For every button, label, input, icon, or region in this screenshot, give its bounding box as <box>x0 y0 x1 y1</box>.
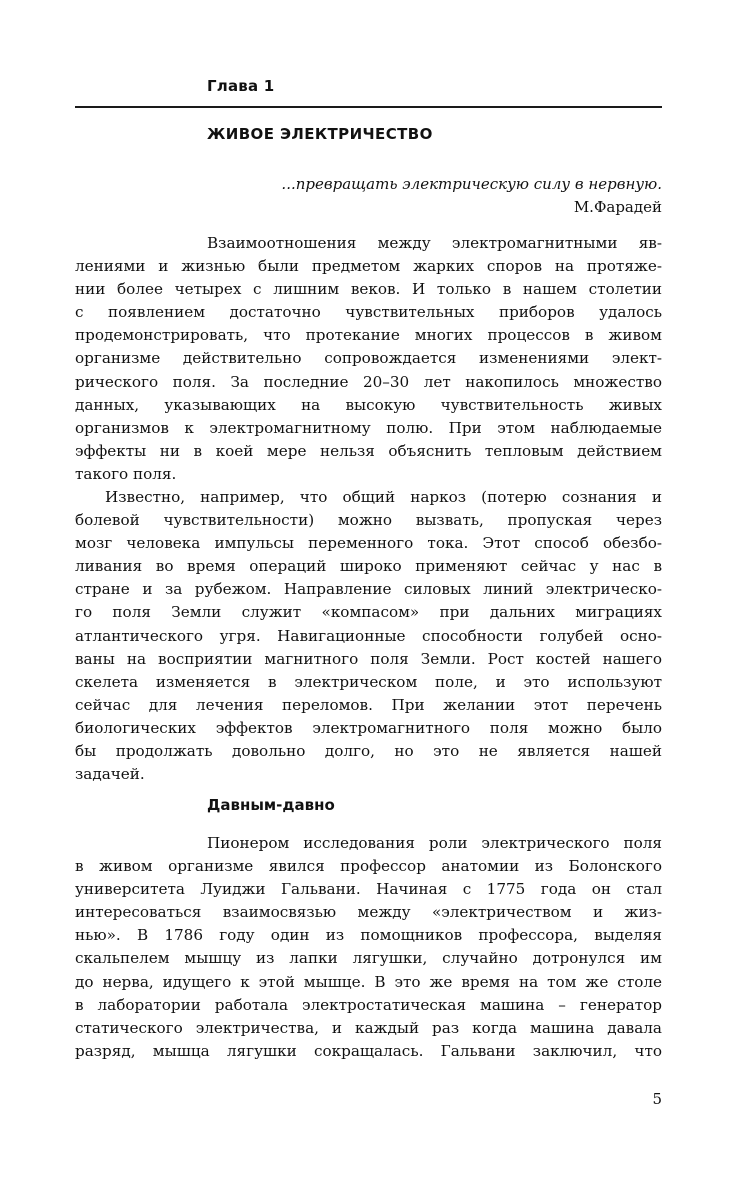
paragraph-line: стране и за рубежом. Направление силовых линий электрическо- <box>75 580 662 599</box>
paragraph-line: с появлением достаточно чувствительных приборов удалось <box>75 303 662 322</box>
epigraph-author: М.Фарадей <box>573 198 662 216</box>
paragraph-line: организме действительно сопровождается изменениями элект- <box>75 349 662 368</box>
paragraph-line: скальпелем мышцу из лапки лягушки, случайно дотронулся им <box>75 949 662 968</box>
paragraph-line: Известно, например, что общий наркоз (потерю сознания и <box>105 488 662 506</box>
page-number: 5 <box>652 1090 662 1108</box>
section-paragraph <box>75 832 662 1063</box>
paragraph-line: такого поля. <box>75 464 177 483</box>
paragraph-line: го поля Земли служит «компасом» при дальних миграциях <box>75 603 662 622</box>
paragraph-line: задачей. <box>75 765 145 784</box>
paragraph-line: разряд, мышца лягушки сокращалась. Гальвани заключил, что <box>75 1041 662 1060</box>
epigraph-quote: ...превращать электрическую силу в нервную. <box>281 175 662 193</box>
chapter-title: ЖИВОЕ ЭЛЕКТРИЧЕСТВО <box>207 125 433 143</box>
paragraph-line: Взаимоотношения между электромагнитными яв- <box>207 234 662 252</box>
paragraph-line: до нерва, идущего к этой мышце. В это же время на том же столе <box>75 972 662 991</box>
chapter-label: Глава 1 <box>207 77 275 95</box>
paragraph-line: интересоваться взаимосвязью между «электричеством и жиз- <box>75 903 662 922</box>
section-heading: Давным-давно <box>207 796 335 814</box>
paragraph-line: рического поля. За последние 20–30 лет накопилось множество <box>75 372 662 391</box>
paragraph-line: нью». В 1786 году один из помощников профессора, выделяя <box>75 926 662 945</box>
paragraph-line: атлантического угря. Навигационные способности голубей осно- <box>75 626 662 645</box>
paragraph-line: университета Луиджи Гальвани. Начиная с 1775 года он стал <box>75 880 662 899</box>
paragraph-line: скелета изменяется в электрическом поле, и это используют <box>75 672 662 691</box>
paragraph-line: ливания во время операций широко применяют сейчас у нас в <box>75 557 662 576</box>
paragraph-line: биологических эффектов электромагнитного поля можно было <box>75 718 662 737</box>
paragraph-line: нии более четырех с лишним веков. И только в нашем столетии <box>75 280 662 299</box>
paragraph-line: данных, указывающих на высокую чувствительность живых <box>75 395 662 414</box>
paragraph-line: продемонстрировать, что протекание многих процессов в живом <box>75 326 662 345</box>
paragraph-line: эффекты ни в коей мере нельзя объяснить тепловым действием <box>75 441 662 460</box>
paragraph-line: в живом организме явился профессор анатомии из Болонского <box>75 857 662 876</box>
chapter-divider <box>75 106 662 108</box>
paragraph-line: мозг человека импульсы переменного тока. Этот способ обезбо- <box>75 534 662 553</box>
epigraph <box>281 173 662 219</box>
paragraph-line: организмов к электромагнитному полю. При этом наблюдаемые <box>75 418 662 437</box>
paragraph-line: болевой чувствительности) можно вызвать, пропуская через <box>75 511 662 530</box>
paragraph-1 <box>75 232 662 486</box>
paragraph-line: в лаборатории работала электростатическая машина – генератор <box>75 995 662 1014</box>
paragraph-line: лениями и жизнью были предметом жарких споров на протяже- <box>75 257 662 276</box>
paragraph-line: статического электричества, и каждый раз когда машина давала <box>75 1018 662 1037</box>
paragraph-line: бы продолжать довольно долго, но это не является нашей <box>75 742 662 761</box>
paragraph-2 <box>75 486 662 786</box>
paragraph-line: сейчас для лечения переломов. При желании этот перечень <box>75 695 662 714</box>
paragraph-line: Пионером исследования роли электрического поля <box>207 834 662 852</box>
paragraph-line: ваны на восприятии магнитного поля Земли. Рост костей нашего <box>75 649 662 668</box>
